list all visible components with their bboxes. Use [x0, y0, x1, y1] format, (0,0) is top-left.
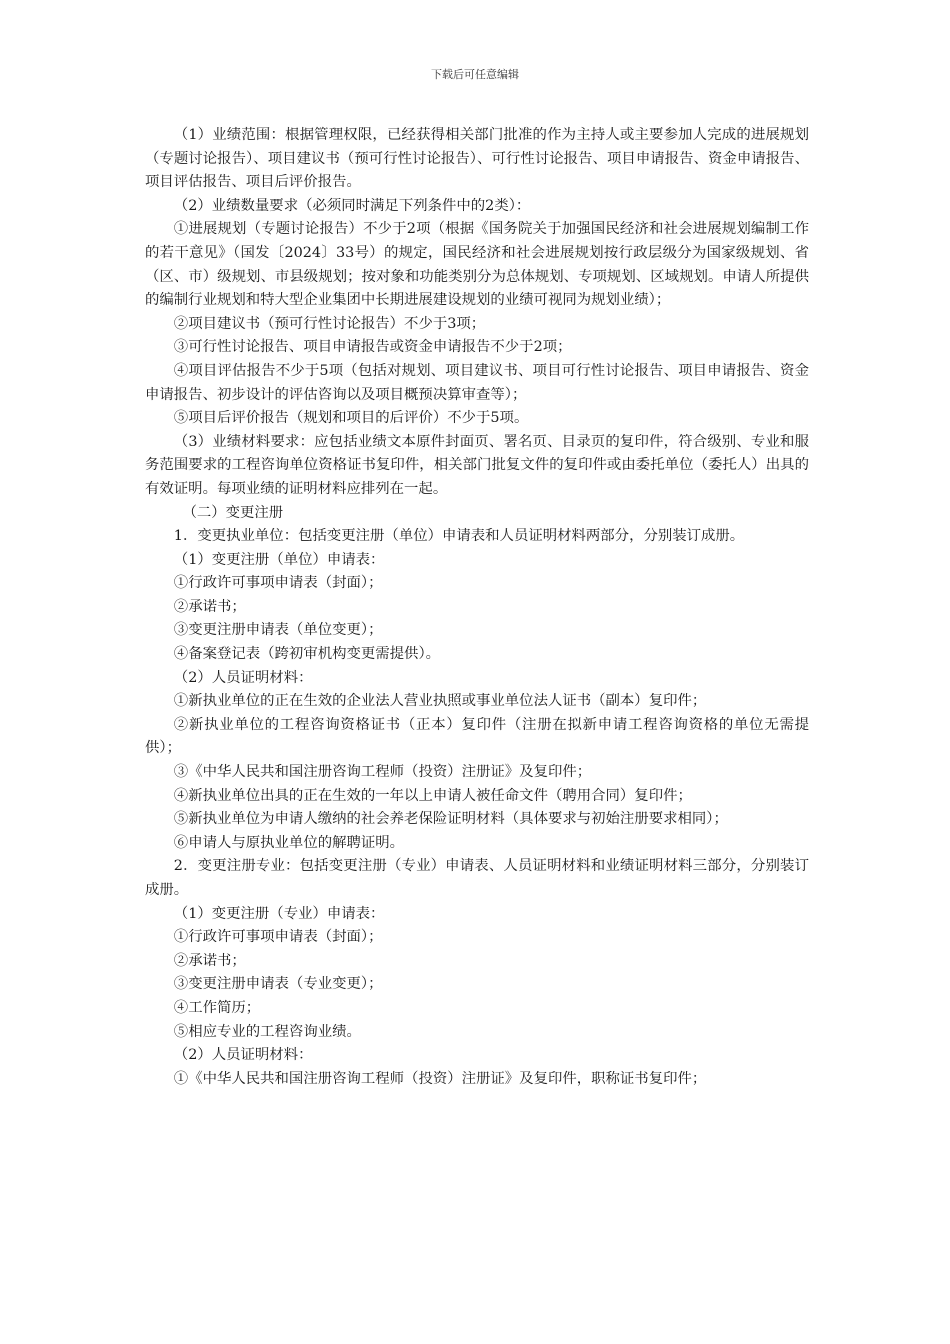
paragraph-feasibility-report: ③可行性讨论报告、项目申请报告或资金申请报告不少于2项； [173, 339, 572, 356]
paragraph-change-specialty: 2．变更注册专业：包括变更注册（专业）申请表、人员证明材料和业绩证明材料三部分，分别装订成册。 [145, 858, 809, 898]
page-header: 下载后可任意编辑 [431, 68, 519, 81]
paragraph-change-unit: 1．变更执业单位：包括变更注册（单位）申请表和人员证明材料两部分，分别装订成册。 [173, 528, 745, 545]
paragraph-evaluation-report: ④项目评估报告不少于5项（包括对规划、项目建议书、项目可行性讨论报告、项目申请报告、资金申请报告、初步设计的评估咨询以及项目概预决算审查等）； [145, 362, 809, 403]
paragraph-material-requirements: （3）业绩材料要求：应包括业绩文本原件封面页、署名页、目录页的复印件，符合级别、专业和服务范围要求的工程咨询单位资格证书复印件，相关部门批复文件的复印件或由委托单位（委托人）出具的有效证明。每项业绩的证明材料应排列在一起。 [145, 433, 809, 497]
list-item: ⑤相应专业的工程咨询业绩。 [173, 1023, 361, 1040]
list-item: ①《中华人民共和国注册咨询工程师（投资）注册证》及复印件，职称证书复印件； [173, 1070, 707, 1087]
paragraph-development-plan: ①进展规划（专题讨论报告）不少于2项（根据《国务院关于加强国民经济和社会进展规划编制工作的若干意见》（国发〔2024〕33号）的规定，国民经济和社会进展规划按行政层级分为国家级规划、省（区、市）级规划、市县级规划；按对象和功能类别分为总体规划、专项规划、区域规划。申请人所提供的编制行业规划和特大型企业集团中长期进展建设规划的业绩可视同为规划业绩）； [145, 221, 809, 309]
paragraph-specialty-application-form: （1）变更注册（专业）申请表： [173, 905, 385, 922]
list-item: ②承诺书； [173, 952, 246, 969]
section-heading-change-registration: （二）变更注册 [182, 504, 284, 521]
list-item: ③变更注册申请表（专业变更）； [173, 976, 383, 993]
paragraph-personnel-materials-2: （2）人员证明材料： [173, 1047, 313, 1064]
list-item: ①新执业单位的正在生效的企业法人营业执照或事业单位法人证书（副本）复印件； [173, 693, 707, 710]
paragraph-unit-application-form: （1）变更注册（单位）申请表： [173, 551, 385, 568]
list-item: ①行政许可事项申请表（封面）； [173, 575, 383, 592]
list-item: ⑥申请人与原执业单位的解聘证明。 [173, 834, 405, 851]
document-body [145, 124, 809, 1091]
list-item: ⑤新执业单位为申请人缴纳的社会养老保险证明材料（具体要求与初始注册要求相同）； [173, 811, 728, 828]
list-item: ①行政许可事项申请表（封面）； [173, 929, 383, 946]
paragraph-project-proposal: ②项目建议书（预可行性讨论报告）不少于3项； [173, 315, 486, 332]
list-item: ④工作简历； [173, 999, 261, 1016]
list-item: ②承诺书； [173, 598, 246, 615]
paragraph-personnel-materials: （2）人员证明材料： [173, 669, 313, 686]
paragraph-performance-quantity: （2）业绩数量要求（必须同时满足下列条件中的2类）： [173, 197, 531, 214]
list-item: ③变更注册申请表（单位变更）； [173, 622, 383, 639]
list-item: ④新执业单位出具的正在生效的一年以上申请人被任命文件（聘用合同）复印件； [173, 787, 692, 804]
paragraph-post-evaluation: ⑤项目后评价报告（规划和项目的后评价）不少于5项。 [173, 410, 529, 427]
paragraph-performance-scope: （1）业绩范围：根据管理权限，已经获得相关部门批准的作为主持人或主要参加人完成的进展规划（专题讨论报告）、项目建议书（预可行性讨论报告）、可行性讨论报告、项目申请报告、资金申请报告、项目评估报告、项目后评价报告。 [145, 127, 809, 191]
list-item: ④备案登记表（跨初审机构变更需提供）。 [173, 646, 441, 663]
list-item: ③《中华人民共和国注册咨询工程师（投资）注册证》及复印件； [173, 764, 592, 781]
list-item: ②新执业单位的工程咨询资格证书（正本）复印件（注册在拟新申请工程咨询资格的单位无需提供）； [145, 716, 809, 757]
